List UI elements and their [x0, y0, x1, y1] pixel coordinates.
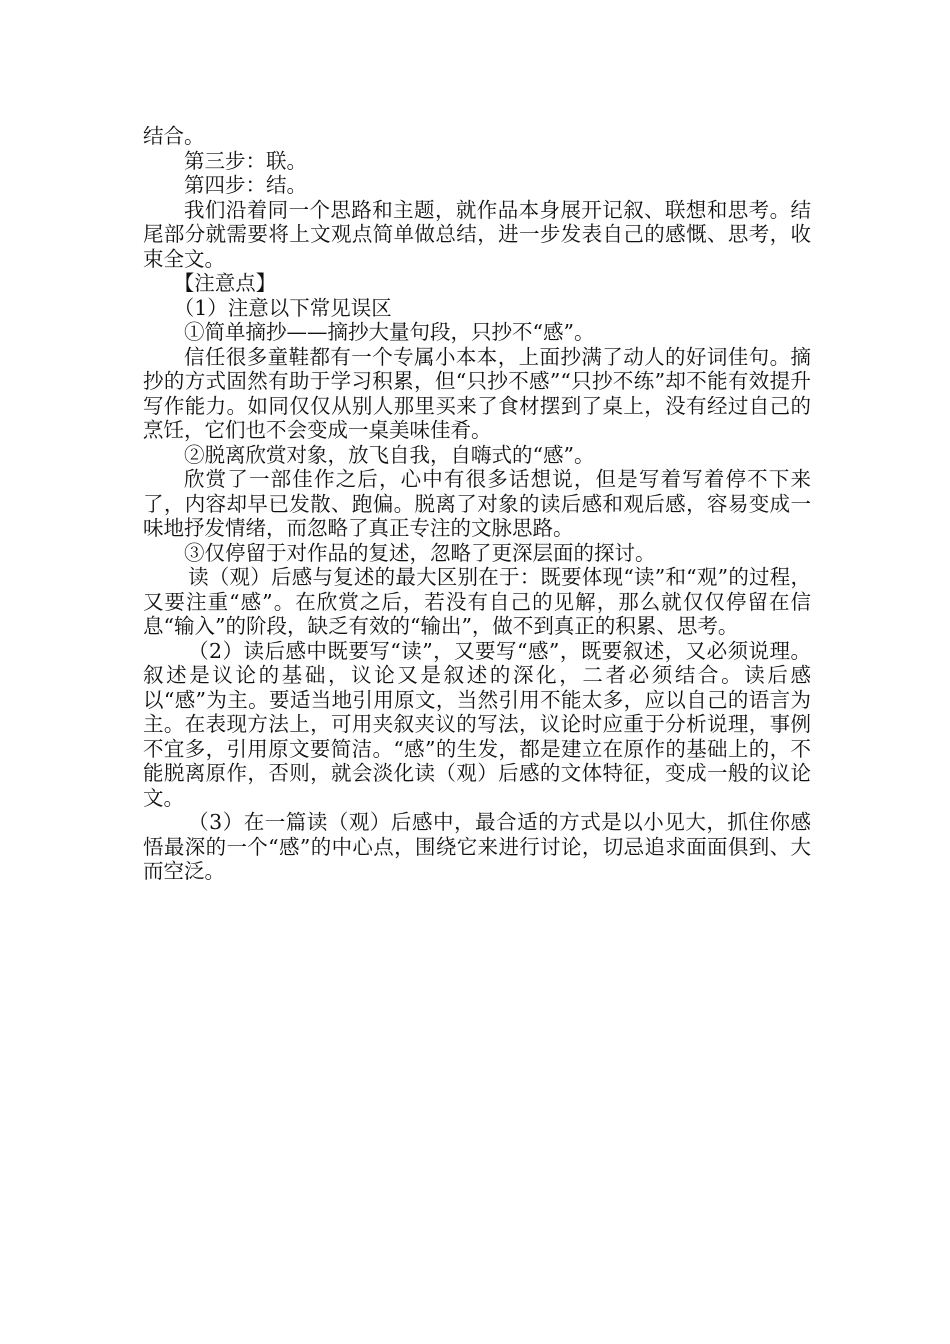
pitfall-1-heading: ①简单摘抄——摘抄大量句段，只抄不“感”。 — [184, 320, 595, 344]
document-body — [143, 124, 811, 884]
note-1-heading: （1）注意以下常见误区 — [173, 295, 392, 320]
note-2-body: （2）读后感中既要写“读”，又要写“感”，既要叙述，又必须说理。叙述是议论的基础，议论又是叙述的深化，二者必须结合。读后感以“感”为主。要适当地引用原文，当然引用不能太多，应以自己的语言为主。在表现方法上，可用夹叙夹议的写法，议论时应重于分析说理，事例不宜多，引用原文要简洁。“感”的生发，都是建立在原作的基础上的，不能脱离原作，否则，就会淡化读（观）后感的文体特征，变成一般的议论文。 — [143, 638, 811, 810]
pitfall-2-body: 欣赏了一部佳作之后，心中有很多话想说，但是写着写着停不下来了，内容却早已发散、跑偏。脱离了对象的读后感和观后感，容易变成一味地抒发情绪，而忽略了真正专注的文脉思路。 — [143, 467, 811, 540]
pitfall-3-heading: ③仅停留于对作品的复述，忽略了更深层面的探讨。 — [184, 540, 656, 565]
note-3-body: （3）在一篇读（观）后感中，最合适的方式是以小见大，抓住你感悟最深的一个“感”的中心点，围绕它来进行讨论，切忌追求面面俱到、大而空泛。 — [143, 810, 811, 883]
pitfall-2-heading: ②脱离欣赏对象，放飞自我，自嗨式的“感”。 — [184, 442, 595, 467]
paragraph-continuation: 结合。 — [143, 124, 205, 148]
section-heading-notes: 【注意点】 — [173, 271, 277, 295]
paragraph-step-four: 第四步：结。 — [184, 173, 307, 197]
pitfall-3-body: 读（观）后感与复述的最大区别在于：既要体现“读”和“观”的过程，又要注重“感”。在欣赏之后，若没有自己的见解，那么就仅仅停留在信息“输入”的阶段，缺乏有效的“输出”，做不到真正的积累、思考。 — [143, 565, 811, 638]
paragraph-step-three: 第三步：联。 — [184, 148, 307, 173]
pitfall-1-body: 信任很多童鞋都有一个专属小本本，上面抄满了动人的好词佳句。摘抄的方式固然有助于学习积累，但“只抄不感”“只抄不练”却不能有效提升写作能力。如同仅仅从别人那里买来了食材摆到了桌上，没有经过自己的烹饪，它们也不会变成一桌美味佳肴。 — [143, 344, 811, 442]
paragraph-conclusion-method: 我们沿着同一个思路和主题，就作品本身展开记叙、联想和思考。结尾部分就需要将上文观点简单做总结，进一步发表自己的感慨、思考，收束全文。 — [143, 197, 811, 271]
